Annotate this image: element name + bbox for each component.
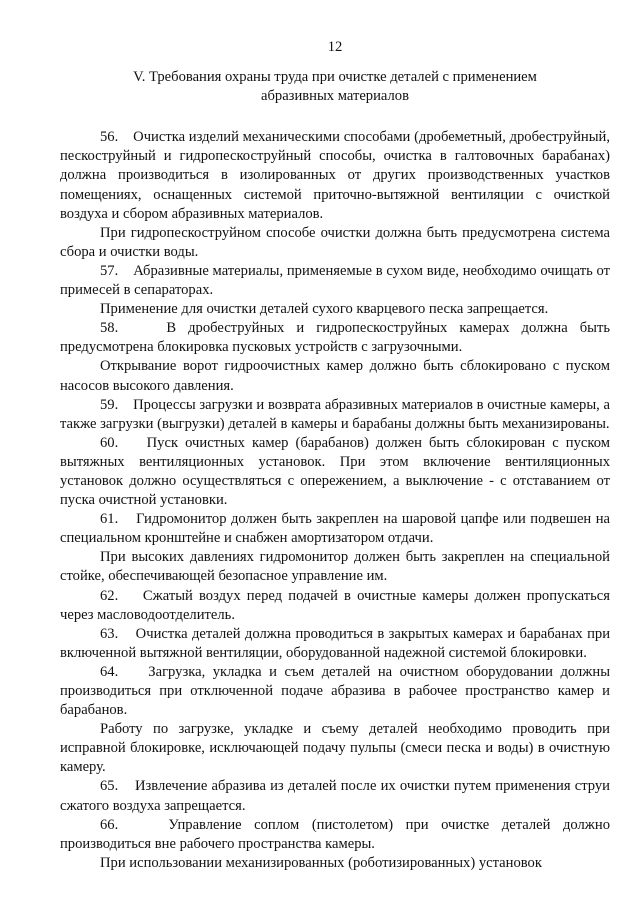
paragraph: 60. Пуск очистных камер (барабанов) должен быть сблокирован с пуском вытяжных вентиляционных установок. При этом включение вентиляционных установок должно осуществляться с опережением, а выключение - с отставанием от пуска очистной установки. <box>60 434 610 509</box>
paragraph: Работу по загрузке, укладке и съему деталей необходимо проводить при исправной блокировке, исключающей подачу пульпы (смеси песка и воды) в очистную камеру. <box>60 721 610 776</box>
paragraph: При гидропескоструйном способе очистки должна быть предусмотрена система сбора и очистки воды. <box>60 224 610 260</box>
paragraph: При использовании механизированных (роботизированных) установок <box>100 854 542 871</box>
section-title-line-1: V. Требования охраны труда при очистке деталей с применением <box>133 69 537 86</box>
paragraph: 66. Управление соплом (пистолетом) при очистке деталей должно производиться вне рабочего пространства камеры. <box>60 816 610 852</box>
paragraph: Применение для очистки деталей сухого кварцевого песка запрещается. <box>100 301 549 318</box>
document-body <box>60 128 610 873</box>
paragraph: 61. Гидромонитор должен быть закреплен на шаровой цапфе или подвешен на специальном кронштейне и снабжен амортизатором отдачи. <box>60 511 610 547</box>
section-title-line-2: абразивных материалов <box>261 88 409 105</box>
paragraph: 59. Процессы загрузки и возврата абразивных материалов в очистные камеры, а также загрузки (выгрузки) деталей в камеры и барабаны должны быть механизированы. <box>60 396 610 432</box>
paragraph: 63. Очистка деталей должна проводиться в закрытых камерах и барабанах при включенной вытяжной вентиляции, оборудованной надежной системой блокировки. <box>60 625 610 661</box>
paragraph: 57. Абразивные материалы, применяемые в сухом виде, необходимо очищать от примесей в сепараторах. <box>60 262 610 299</box>
paragraph: 65. Извлечение абразива из деталей после их очистки путем применения струи сжатого воздуха запрещается. <box>60 778 610 814</box>
paragraph: 56. Очистка изделий механическими способами (дробеметный, дробеструйный, пескоструйный и гидропескоструйный способы, очистка в галтовочных барабанах) должна производиться в изолированных от других производственных участков помещениях, оснащенных системой приточно-вытяжной вентиляции с очисткой воздуха и сбором абразивных материалов. <box>60 129 610 222</box>
page-number: 12 <box>327 39 343 55</box>
paragraph: 58. В дробеструйных и гидропескоструйных камерах должна быть предусмотрена блокировка пусковых устройств с загрузочными. <box>60 320 610 356</box>
paragraph: При высоких давлениях гидромонитор должен быть закреплен на специальной стойке, обеспечивающей безопасное управление им. <box>60 549 610 585</box>
paragraph: Открывание ворот гидроочистных камер должно быть сблокировано с пуском насосов высокого давления. <box>60 358 610 394</box>
section-title <box>60 68 610 106</box>
paragraph: 64. Загрузка, укладка и съем деталей на очистном оборудовании должны производиться при отключенной подаче абразива в рабочее пространство камер и барабанов. <box>60 663 610 719</box>
paragraph: 62. Сжатый воздух перед подачей в очистные камеры должен пропускаться через масловодоотделитель. <box>60 587 610 623</box>
